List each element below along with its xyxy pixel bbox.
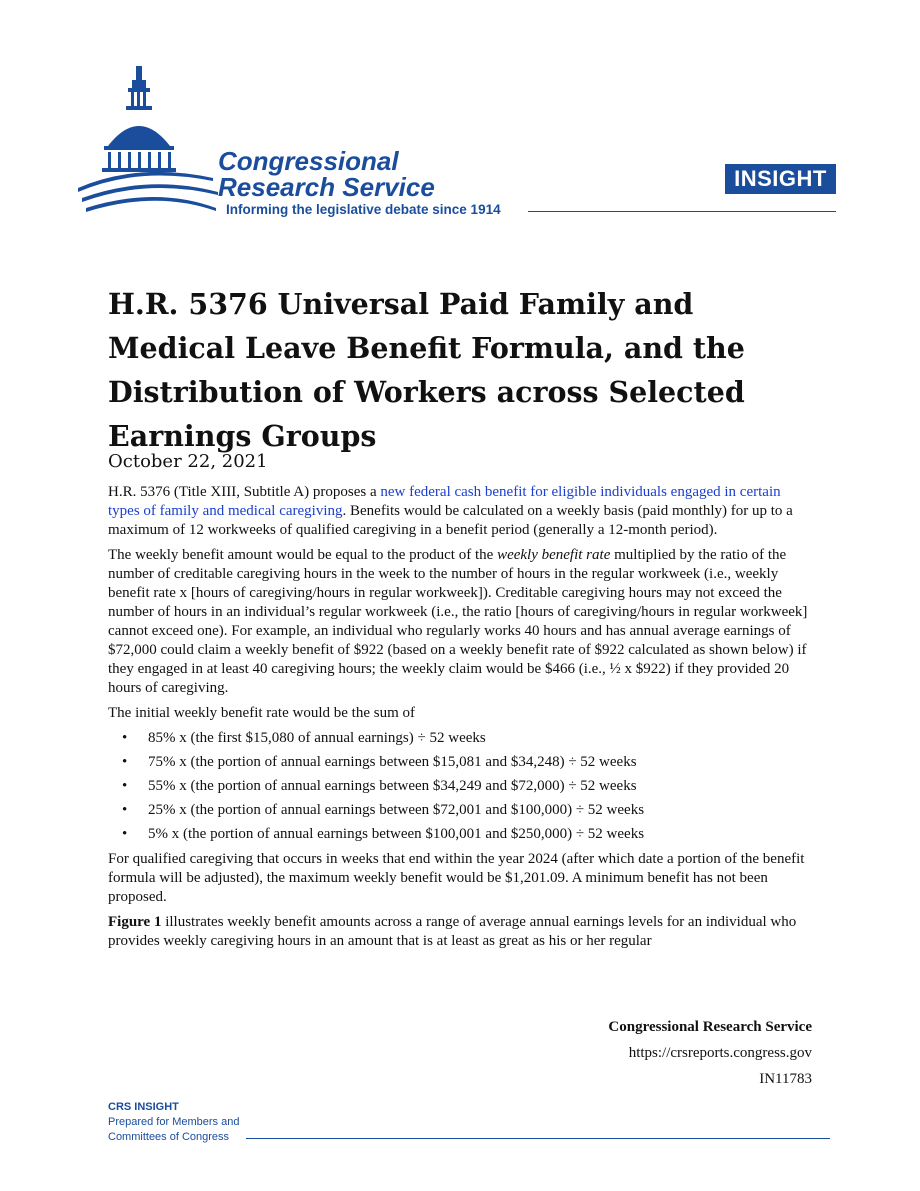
paragraph-5 xyxy=(108,913,813,951)
list-item-text: 5% x (the portion of annual earnings between $100,001 and $250,000) ÷ 52 weeks xyxy=(148,826,645,842)
list-item xyxy=(122,729,813,748)
paragraph-2-emphasis: weekly benefit rate xyxy=(497,547,611,563)
footer-line-3: Committees of Congress xyxy=(108,1131,230,1143)
list-item xyxy=(122,777,813,796)
paragraph-3: The initial weekly benefit rate would be the sum of xyxy=(108,705,415,721)
crs-name: Congressional Research Service xyxy=(608,1019,812,1035)
paragraph-1 xyxy=(108,483,813,540)
header-rule xyxy=(528,211,836,212)
list-item-text: 85% x (the first $15,080 of annual earnings) ÷ 52 weeks xyxy=(148,730,486,746)
document-title: H.R. 5376 Universal Paid Family and Medical Leave Benefit Formula, and the Distribution of Workers across Selected Earnings Groups xyxy=(108,287,745,453)
paragraph-1-start: H.R. 5376 (Title XIII, Subtitle A) proposes a xyxy=(108,484,381,500)
list-item xyxy=(122,801,813,820)
insight-badge: INSIGHT xyxy=(725,164,836,194)
figure-reference: Figure 1 xyxy=(108,914,162,930)
paragraph-2-start: The weekly benefit amount would be equal to the product of the xyxy=(108,547,498,563)
org-name xyxy=(218,148,435,200)
crs-url: https://crsreports.congress.gov xyxy=(628,1045,812,1061)
crs-capitol-logo-icon xyxy=(78,66,228,216)
list-item-text: 55% x (the portion of annual earnings between $34,249 and $72,000) ÷ 52 weeks xyxy=(148,778,637,794)
org-name-line2: Research Service xyxy=(218,172,435,202)
benefit-rate-list xyxy=(108,729,813,844)
list-item-text: 75% x (the portion of annual earnings between $15,081 and $34,248) ÷ 52 weeks xyxy=(148,754,637,770)
paragraph-2-end: multiplied by the ratio of the number of creditable caregiving hours in the week to the number of hours in the regular workweek (i.e., weekly benefit rate x [hours of caregiving/hours in regular workweek]). Creditable caregiving hours may not exceed the number of hours in an individual’s regular workweek (i.e., the ratio [hours of caregiving/hours in regular workweek] cannot exceed one). For example, an individual who regularly works 40 hours and has annual average earnings of $72,000 could claim a weekly benefit of $922 (based on a weekly benefit rate of $922 calculated as shown below) if they engaged in at least 40 caregiving hours; the weekly claim would be $466 (i.e., ½ x $922) if they provided 20 hours of caregiving. xyxy=(108,547,808,696)
document-body xyxy=(108,483,813,957)
paragraph-5-end: illustrates weekly benefit amounts across a range of average annual earnings levels for an individual who provides weekly caregiving hours in an amount that is at least as great as his or her regular xyxy=(108,914,797,949)
footer xyxy=(108,1100,239,1145)
footer-rule xyxy=(246,1138,830,1139)
bullet-icon: • xyxy=(122,826,128,842)
footer-label: CRS INSIGHT xyxy=(108,1101,179,1113)
publication-date: October 22, 2021 xyxy=(108,451,268,472)
bullet-icon: • xyxy=(122,730,128,746)
paragraph-4: For qualified caregiving that occurs in weeks that end within the year 2024 (after which date a portion of the benefit formula will be adjusted), the maximum weekly benefit would be $1,201.09. A minimum benefit has not been proposed. xyxy=(108,851,805,905)
report-code: IN11783 xyxy=(759,1071,812,1087)
list-item-text: 25% x (the portion of annual earnings between $72,001 and $100,000) ÷ 52 weeks xyxy=(148,802,645,818)
tagline: Informing the legislative debate since 1914 xyxy=(226,202,501,217)
org-name-line1: Congressional xyxy=(218,146,399,176)
list-item xyxy=(122,753,813,772)
bullet-icon: • xyxy=(122,754,128,770)
crs-info-block xyxy=(608,1014,812,1092)
bullet-icon: • xyxy=(122,802,128,818)
bullet-icon: • xyxy=(122,778,128,794)
benefit-link[interactable]: new federal cash benefit for eligible individuals engaged in certain types of family and medical caregiving xyxy=(108,484,781,519)
footer-line-2: Prepared for Members and xyxy=(108,1116,240,1128)
paragraph-1-end: . Benefits would be calculated on a weekly basis (paid monthly) for up to a maximum of 12 workweeks of qualified caregiving in a benefit period (generally a 12-month period). xyxy=(108,503,793,538)
paragraph-2 xyxy=(108,546,813,698)
list-item xyxy=(122,825,813,844)
